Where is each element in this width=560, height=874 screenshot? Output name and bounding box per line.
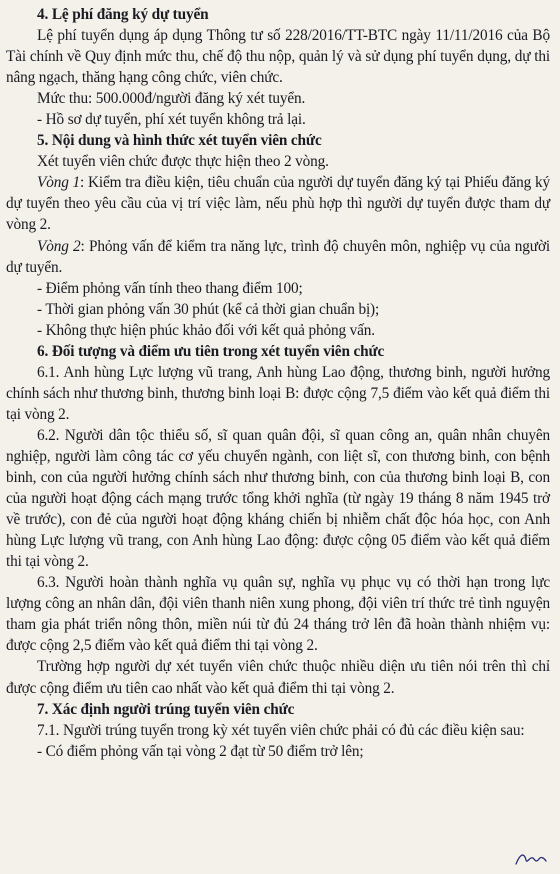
section-5-heading: 5. Nội dung và hình thức xét tuyển viên chức bbox=[37, 132, 322, 150]
round-2-text: : Phỏng vấn để kiểm tra năng lực, trình độ chuyên môn, nghiệp vụ của người dự tuyển. bbox=[6, 237, 550, 276]
round-1-text: : Kiểm tra điều kiện, tiêu chuẩn của người dự tuyển đăng ký tại Phiếu đăng ký dự tuyển theo yêu cầu của vị trí việc làm, nếu phù hợp thì người dự tuyển được tham dự vòng 2. bbox=[6, 174, 550, 234]
section-4-nonrefund: - Hồ sơ dự tuyển, phí xét tuyển không trả lại. bbox=[37, 111, 306, 129]
section-5-intro: Xét tuyển viên chức được thực hiện theo 2 vòng. bbox=[37, 153, 329, 171]
section-5-round-2 bbox=[6, 236, 550, 278]
section-7-condition: - Có điểm phỏng vấn tại vòng 2 đạt từ 50 điểm trở lên; bbox=[37, 742, 364, 760]
handwritten-initial-icon bbox=[514, 850, 548, 868]
section-7-heading: 7. Xác định người trúng tuyển viên chức bbox=[37, 700, 295, 718]
section-5-bullet: - Thời gian phỏng vấn 30 phút (kể cả thời gian chuẩn bị); bbox=[37, 300, 380, 318]
section-6-item-3: 6.3. Người hoàn thành nghĩa vụ quân sự, nghĩa vụ phục vụ có thời hạn trong lực lượng công an nhân dân, đội viên thanh niên xung phong, đội viên trí thức trẻ tình nguyện tham gia phát triển nông thôn, miền núi từ đủ 24 tháng trở lên đã hoàn thành nhiệm vụ: được cộng 2,5 điểm vào kết quả điểm thi tại vòng 2. bbox=[6, 574, 550, 655]
section-5-bullet: - Điểm phỏng vấn tính theo thang điểm 100; bbox=[37, 279, 303, 297]
round-2-label: Vòng 2 bbox=[37, 237, 81, 255]
section-4-heading: 4. Lệ phí đăng ký dự tuyển bbox=[37, 6, 209, 23]
section-7-item-1: 7.1. Người trúng tuyển trong kỳ xét tuyển viên chức phải có đủ các điều kiện sau: bbox=[37, 721, 525, 739]
section-5-round-1 bbox=[6, 172, 550, 235]
round-1-label: Vòng 1 bbox=[37, 174, 81, 192]
section-4-fee: Mức thu: 500.000đ/người đăng ký xét tuyển. bbox=[37, 90, 306, 108]
section-6-item-1: 6.1. Anh hùng Lực lượng vũ trang, Anh hùng Lao động, thương binh, người hưởng chính sách như thương binh, thương binh loại B: được cộng 7,5 điểm vào kết quả điểm thi tại vòng 2. bbox=[6, 363, 550, 423]
section-5-bullet: - Không thực hiện phúc khảo đối với kết quả phỏng vấn. bbox=[37, 321, 375, 339]
section-6-heading: 6. Đối tượng và điểm ưu tiên trong xét tuyển viên chức bbox=[37, 342, 385, 360]
section-6-note: Trường hợp người dự xét tuyển viên chức thuộc nhiều diện ưu tiên nói trên thì chỉ được cộng điểm ưu tiên cao nhất vào kết quả điểm thi tại vòng 2. bbox=[6, 658, 550, 697]
section-4-paragraph-1: Lệ phí tuyển dụng áp dụng Thông tư số 228/2016/TT-BTC ngày 11/11/2016 của Bộ Tài chính về Quy định mức thu, chế độ thu nộp, quản lý và sử dụng phí tuyển dụng, dự thi nâng ngạch, thăng hạng công chức, viên chức. bbox=[6, 27, 550, 87]
section-6-item-2: 6.2. Người dân tộc thiểu số, sĩ quan quân đội, sĩ quan công an, quân nhân chuyên nghiệp, người làm công tác cơ yếu chuyển ngành, con liệt sĩ, con thương binh, con bệnh binh, con của người hưởng chính sách như thương binh, con của thương binh loại B, con của người hoạt động cách mạng trước tổng khởi nghĩa (từ ngày 19 tháng 8 năm 1945 trở về trước), con đẻ của người hoạt động kháng chiến bị nhiễm chất độc hóa học, con Anh hùng Lực lượng vũ trang, con Anh hùng Lao động: được cộng 05 điểm vào kết quả điểm thi tại vòng 2. bbox=[6, 426, 550, 571]
